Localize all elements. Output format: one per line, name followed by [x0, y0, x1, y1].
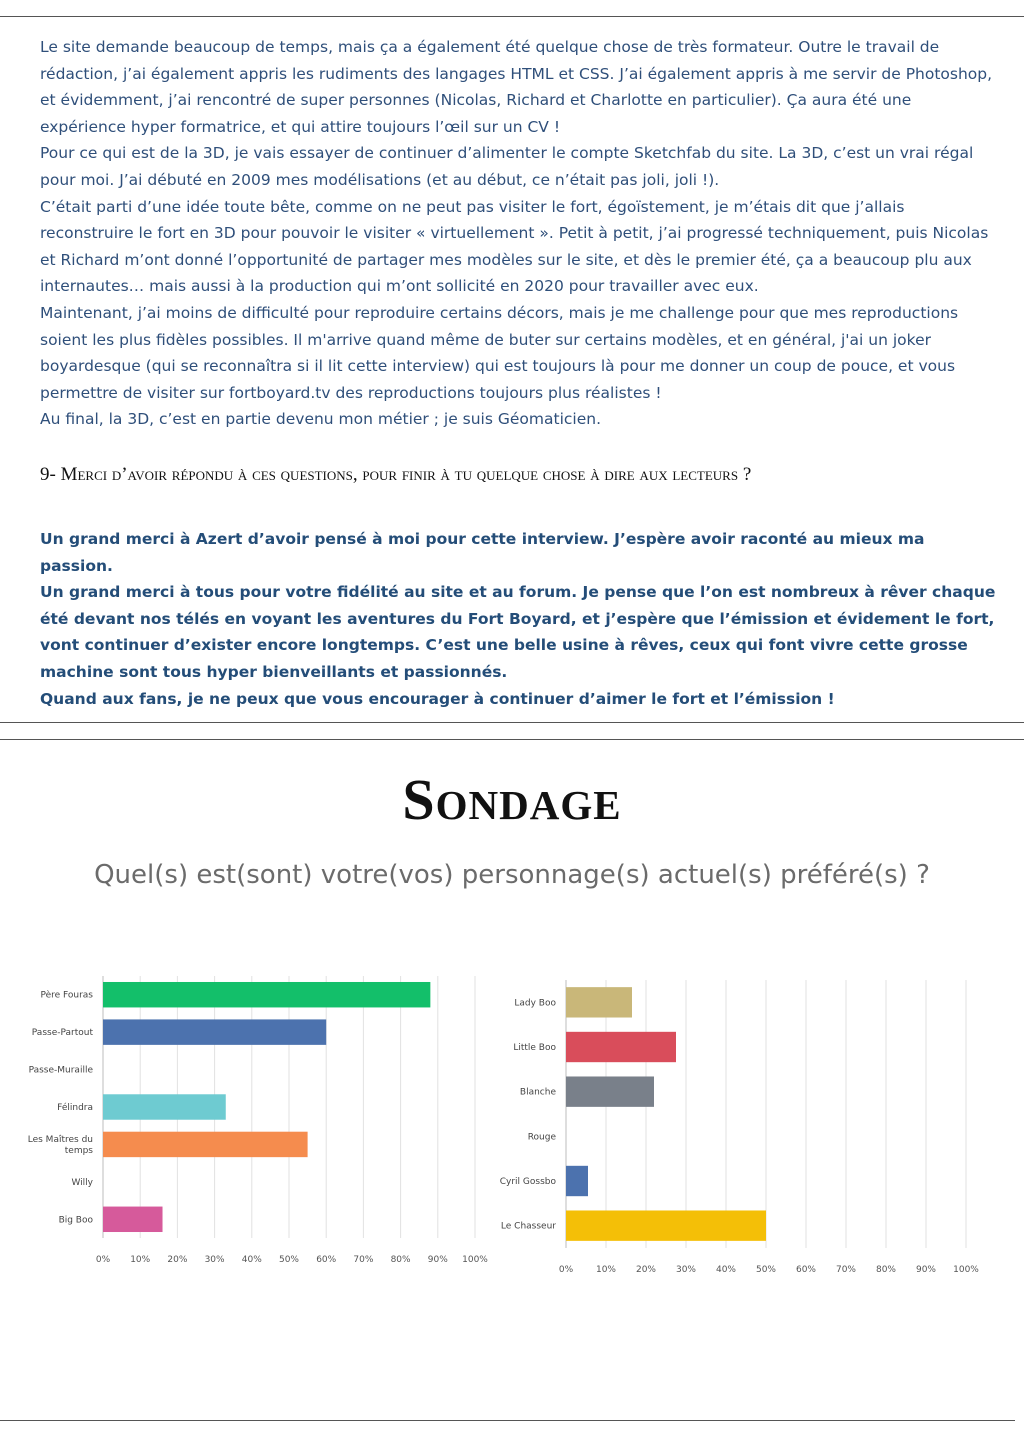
x-tick-label: 70% [835, 1265, 857, 1275]
paragraph: Au final, la 3D, c’est en partie devenu mon métier ; je suis Géomaticien. [40, 410, 601, 429]
category-label: temps [64, 1145, 93, 1156]
x-tick-label: 20% [167, 1255, 188, 1265]
x-tick-label: 60% [316, 1255, 337, 1265]
bar [103, 1094, 226, 1119]
section-rule-bottom [0, 739, 1024, 740]
category-label: Passe-Partout [31, 1028, 93, 1039]
x-tick-label: 40% [715, 1265, 737, 1275]
bar [566, 1166, 588, 1196]
x-tick-label: 80% [390, 1255, 411, 1265]
x-tick-label: 40% [241, 1255, 262, 1265]
x-tick-label: 50% [755, 1265, 777, 1275]
x-tick-label: 90% [427, 1255, 448, 1265]
bar [566, 1210, 766, 1240]
x-tick-label: 100% [462, 1255, 488, 1265]
bar [566, 1032, 676, 1062]
paragraph: C’était parti d’une idée toute bête, comme on ne peut pas visiter le fort, égoïstement, je m’étais dit que j’allais reconstruire le fort en 3D pour pouvoir le visiter « virtuellement ». Petit à petit, j’ai progressé techniquement, puis Nicolas et Richard m’ont donné l’opportunité de partager mes modèles sur le site, et dès le premier été, ça a beaucoup plu aux internautes… mais aussi à la production qui m’ont sollicité en 2020 pour travailler avec eux. [40, 197, 989, 296]
bottom-rule [0, 1420, 1015, 1421]
category-label: Big Boo [58, 1215, 93, 1226]
sondage-question: Quel(s) est(sont) votre(vos) personnage(s) actuel(s) préféré(s) ? [94, 860, 930, 890]
chart-right [490, 970, 1010, 1275]
category-label: Rouge [527, 1132, 556, 1143]
interview-body [40, 34, 995, 433]
bar [566, 1076, 654, 1106]
chart-left [0, 970, 500, 1275]
category-label: Lady Boo [514, 998, 556, 1009]
x-tick-label: 90% [915, 1265, 937, 1275]
x-tick-label: 0% [558, 1265, 574, 1275]
question-heading: 9- Merci d’avoir répondu à ces questions, pour finir à tu quelque chose à dire aux lecteurs ? [40, 464, 752, 485]
x-tick-label: 0% [95, 1255, 111, 1265]
bar [103, 982, 430, 1007]
x-tick-label: 10% [130, 1255, 151, 1265]
category-label: Willy [71, 1177, 93, 1188]
paragraph: Pour ce qui est de la 3D, je vais essayer de continuer d’alimenter le compte Sketchfab du site. La 3D, c’est un vrai régal pour moi. J’ai débuté en 2009 mes modélisations (et au début, ce n’était pas joli, joli !). [40, 144, 974, 189]
bar [103, 1132, 308, 1157]
category-label: Félindra [57, 1103, 93, 1113]
x-tick-label: 30% [204, 1255, 225, 1265]
answer-paragraph: Quand aux fans, je ne peux que vous encourager à continuer d’aimer le fort et l’émission ! [40, 689, 835, 708]
sondage-title: Sondage [402, 767, 622, 832]
top-rule [0, 16, 1024, 17]
x-tick-label: 50% [278, 1255, 300, 1265]
category-label: Blanche [519, 1087, 556, 1098]
x-tick-label: 70% [353, 1255, 374, 1265]
bar [566, 987, 632, 1017]
answer-paragraph: Un grand merci à tous pour votre fidélité au site et au forum. Je pense que l’on est nombreux à rêver chaque été devant nos télés en voyant les aventures du Fort Boyard, et j’espère que l’émission et évidement le fort, vont continuer d’exister encore longtemps. C’est une belle usine à rêves, ceux qui font vivre cette grosse machine sont tous hyper bienveillants et passionnés. [40, 583, 996, 681]
category-label: Le Chasseur [500, 1221, 556, 1232]
answer-body [40, 526, 1000, 712]
x-tick-label: 60% [795, 1265, 817, 1275]
x-tick-label: 10% [595, 1265, 617, 1275]
paragraph: Maintenant, j’ai moins de difficulté pour reproduire certains décors, mais je me challenge pour que mes reproductions soient les plus fidèles possibles. Il m'arrive quand même de buter sur certains modèles, et en général, j'ai un joker boyardesque (qui se reconnaîtra si il lit cette interview) qui est toujours là pour me donner un coup de pouce, et vous permettre de visiter sur fortboyard.tv des reproductions toujours plus réalistes ! [40, 303, 959, 402]
bar [103, 1207, 163, 1232]
x-tick-label: 30% [675, 1265, 697, 1275]
category-label: Little Boo [513, 1043, 556, 1053]
category-label: Les Maîtres du [27, 1134, 93, 1145]
x-tick-label: 20% [635, 1265, 657, 1275]
paragraph: Le site demande beaucoup de temps, mais ça a également été quelque chose de très formateur. Outre le travail de rédaction, j’ai également appris les rudiments des langages HTML et CSS. J’ai également appris à me servir de Photoshop, et évidemment, j’ai rencontré de super personnes (Nicolas, Richard et Charlotte en particulier). Ça aura été une expérience hyper formatrice, et qui attire toujours l’œil sur un CV ! [40, 38, 993, 136]
x-tick-label: 100% [953, 1265, 979, 1275]
category-label: Passe-Muraille [28, 1065, 93, 1076]
category-label: Cyril Gossbo [499, 1177, 556, 1187]
category-label: Père Fouras [40, 990, 93, 1001]
section-rule-top [0, 722, 1024, 723]
x-tick-label: 80% [875, 1265, 897, 1275]
answer-paragraph: Un grand merci à Azert d’avoir pensé à moi pour cette interview. J’espère avoir raconté au mieux ma passion. [40, 530, 925, 575]
bar [103, 1019, 326, 1044]
